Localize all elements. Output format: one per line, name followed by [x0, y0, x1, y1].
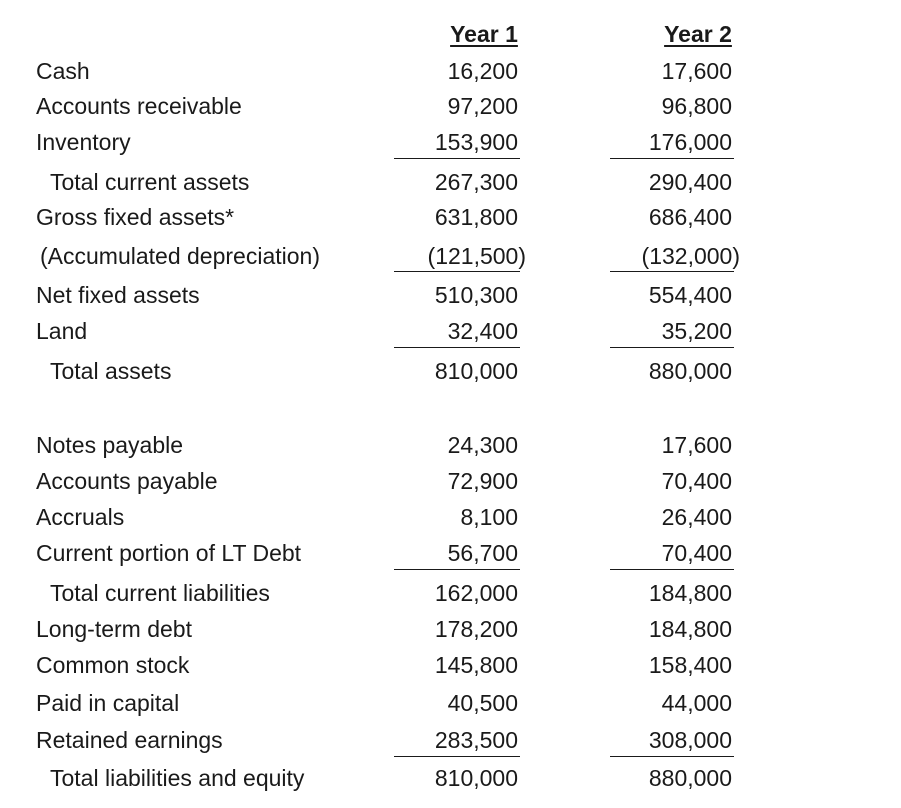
row-label-accounts-receivable: Accounts receivable [36, 93, 242, 119]
subtotal-rule [394, 756, 520, 757]
subtotal-rule [394, 271, 520, 272]
total-liabilities-and-equity-year-1: 810,000 [434, 765, 518, 791]
total-assets-year-1: 810,000 [434, 358, 518, 384]
row-label-net-fixed-assets: Net fixed assets [36, 282, 200, 308]
row-label-common-stock: Common stock [36, 652, 190, 678]
row-label-gross-fixed-assets: Gross fixed assets* [36, 204, 235, 230]
net-fixed-assets-year-1: 510,300 [434, 282, 518, 308]
long-term-debt-year-1: 178,200 [434, 616, 518, 642]
total-current-liabilities-year-1: 162,000 [434, 580, 518, 606]
accumulated-depreciation-year-2: (132,000) [641, 243, 740, 269]
subtotal-rule [394, 347, 520, 348]
subtotal-rule [394, 569, 520, 570]
net-fixed-assets-year-2: 554,400 [648, 282, 732, 308]
long-term-debt-year-2: 184,800 [648, 616, 732, 642]
subtotal-rule [610, 347, 734, 348]
total-assets-year-2: 880,000 [648, 358, 732, 384]
subtotal-rule [394, 158, 520, 159]
land-year-2: 35,200 [661, 318, 732, 344]
paid-in-capital-year-2: 44,000 [661, 690, 732, 716]
subtotal-rule [610, 756, 734, 757]
row-label-total-current-assets: Total current assets [50, 169, 250, 195]
row-label-cash: Cash [36, 58, 90, 84]
total-liabilities-and-equity-year-2: 880,000 [648, 765, 732, 791]
row-label-retained-earnings: Retained earnings [36, 727, 223, 753]
land-year-1: 32,400 [447, 318, 518, 344]
current-portion-lt-debt-year-1: 56,700 [447, 540, 518, 566]
inventory-year-2: 176,000 [648, 129, 732, 155]
cash-year-1: 16,200 [447, 58, 518, 84]
current-portion-lt-debt-year-2: 70,400 [661, 540, 732, 566]
row-label-paid-in-capital: Paid in capital [36, 690, 180, 716]
row-label-accruals: Accruals [36, 504, 125, 530]
row-label-long-term-debt: Long-term debt [36, 616, 192, 642]
row-label-total-liabilities-and-equity: Total liabilities and equity [50, 765, 305, 791]
subtotal-rule [610, 569, 734, 570]
accounts-payable-year-1: 72,900 [447, 468, 518, 494]
accruals-year-2: 26,400 [661, 504, 732, 530]
row-label-total-current-liabilities: Total current liabilities [50, 580, 270, 606]
inventory-year-1: 153,900 [434, 129, 518, 155]
total-current-liabilities-year-2: 184,800 [648, 580, 732, 606]
gross-fixed-assets-year-1: 631,800 [434, 204, 518, 230]
accumulated-depreciation-year-1: (121,500) [427, 243, 526, 269]
row-label-accumulated-depreciation: (Accumulated depreciation) [40, 243, 320, 269]
accounts-receivable-year-2: 96,800 [661, 93, 732, 119]
accounts-receivable-year-1: 97,200 [447, 93, 518, 119]
notes-payable-year-1: 24,300 [447, 432, 518, 458]
row-label-notes-payable: Notes payable [36, 432, 184, 458]
subtotal-rule [610, 271, 734, 272]
retained-earnings-year-2: 308,000 [648, 727, 732, 753]
row-label-current-portion-lt-debt: Current portion of LT Debt [36, 540, 302, 566]
paid-in-capital-year-1: 40,500 [447, 690, 518, 716]
common-stock-year-2: 158,400 [648, 652, 732, 678]
subtotal-rule [610, 158, 734, 159]
row-label-land: Land [36, 318, 88, 344]
header-year-1: Year 1 [450, 21, 518, 47]
row-label-total-assets: Total assets [50, 358, 172, 384]
notes-payable-year-2: 17,600 [661, 432, 732, 458]
row-label-accounts-payable: Accounts payable [36, 468, 218, 494]
accruals-year-1: 8,100 [460, 504, 518, 530]
row-label-inventory: Inventory [36, 129, 131, 155]
total-current-assets-year-2: 290,400 [648, 169, 732, 195]
header-year-2: Year 2 [664, 21, 732, 47]
total-current-assets-year-1: 267,300 [434, 169, 518, 195]
cash-year-2: 17,600 [661, 58, 732, 84]
retained-earnings-year-1: 283,500 [434, 727, 518, 753]
common-stock-year-1: 145,800 [434, 652, 518, 678]
gross-fixed-assets-year-2: 686,400 [648, 204, 732, 230]
accounts-payable-year-2: 70,400 [661, 468, 732, 494]
